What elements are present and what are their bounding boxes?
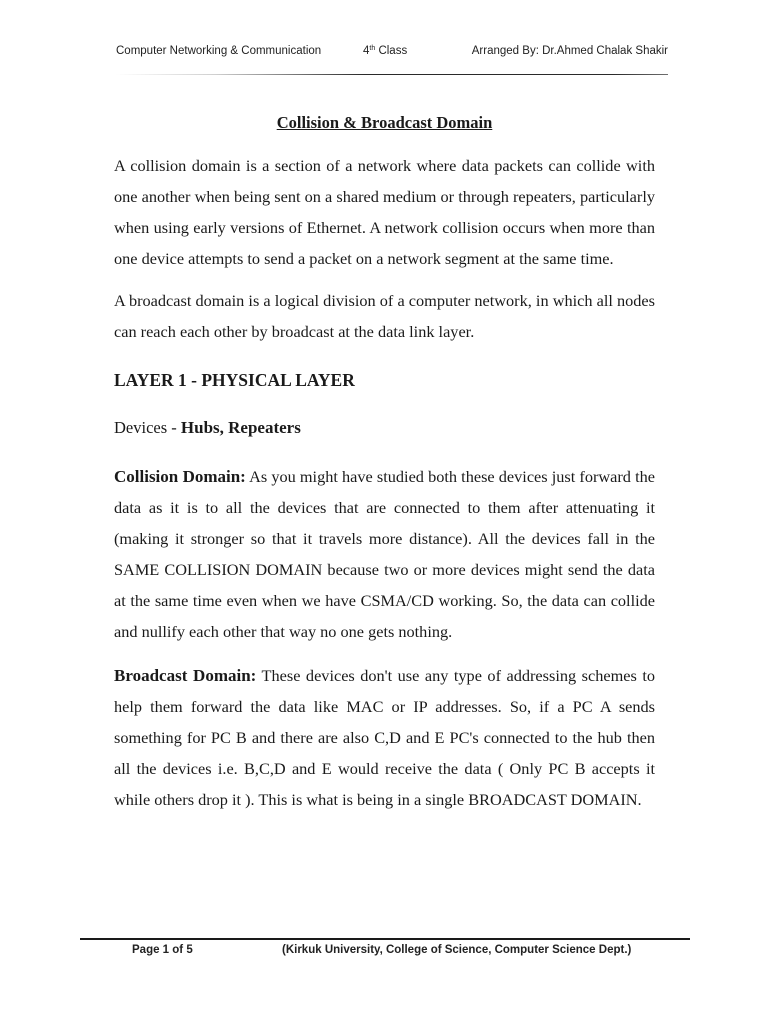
- document-title: Collision & Broadcast Domain: [276, 113, 493, 132]
- broadcast-domain-term: Broadcast Domain:: [114, 666, 257, 685]
- page-header: [116, 45, 668, 63]
- header-class: [363, 45, 407, 57]
- layer1-collision-paragraph: [114, 461, 655, 647]
- spacer: [114, 274, 655, 285]
- header-subject: Computer Networking & Communication: [116, 45, 322, 57]
- header-class-suffix: th: [369, 45, 376, 52]
- footer-divider: [80, 938, 690, 940]
- spacer: [114, 441, 655, 461]
- spacer: [114, 347, 655, 367]
- layer1-heading: LAYER 1 - PHYSICAL LAYER: [114, 370, 355, 390]
- devices-prefix: Devices -: [114, 418, 181, 437]
- header-divider: [116, 74, 668, 75]
- collision-domain-term: Collision Domain:: [114, 467, 246, 486]
- header-author: Arranged By: Dr.Ahmed Chalak Shakir: [471, 45, 668, 57]
- devices-line: [114, 415, 655, 441]
- footer-institution: (Kirkuk University, College of Science, Computer Science Dept.): [282, 944, 632, 956]
- footer-page-number: Page 1 of 5: [132, 944, 193, 956]
- spacer: [114, 393, 655, 415]
- broadcast-domain-text: These devices don't use any type of addressing schemes to help them forward the data like MAC or IP addresses. So, if a PC A sends something for PC B and there are also C,D and E PC's connected to the hub then all the devices i.e. B,C,D and E would receive the data ( Only PC B accepts it while others drop it ). This is what is being in a single BROADCAST DOMAIN.: [114, 666, 655, 809]
- collision-domain-text: As you might have studied both these devices just forward the data as it is to all the devices that are connected to them after attenuating it (making it stronger so that it travels more distance). All the devices fall in the SAME COLLISION DOMAIN because two or more devices might send the data at the same time even when we have CSMA/CD working. So, the data can collide and nullify each other that way no one gets nothing.: [114, 467, 655, 641]
- header-class-number: 4: [363, 45, 370, 57]
- page-footer: [132, 944, 652, 962]
- spacer: [114, 647, 655, 660]
- broadcast-definition-paragraph: A broadcast domain is a logical division of a computer network, in which all nodes can reach each other by broadcast at the data link layer.: [114, 291, 655, 341]
- devices-list: Hubs, Repeaters: [180, 418, 301, 437]
- header-class-word: Class: [375, 45, 408, 57]
- layer1-broadcast-paragraph: [114, 660, 655, 815]
- collision-definition-paragraph: A collision domain is a section of a network where data packets can collide with one another when being sent on a shared medium or through repeaters, particularly when using early versions of Ethernet. A network collision occurs when more than one device attempts to send a packet on a network segment at the same time.: [114, 156, 655, 268]
- page-content: [114, 110, 655, 815]
